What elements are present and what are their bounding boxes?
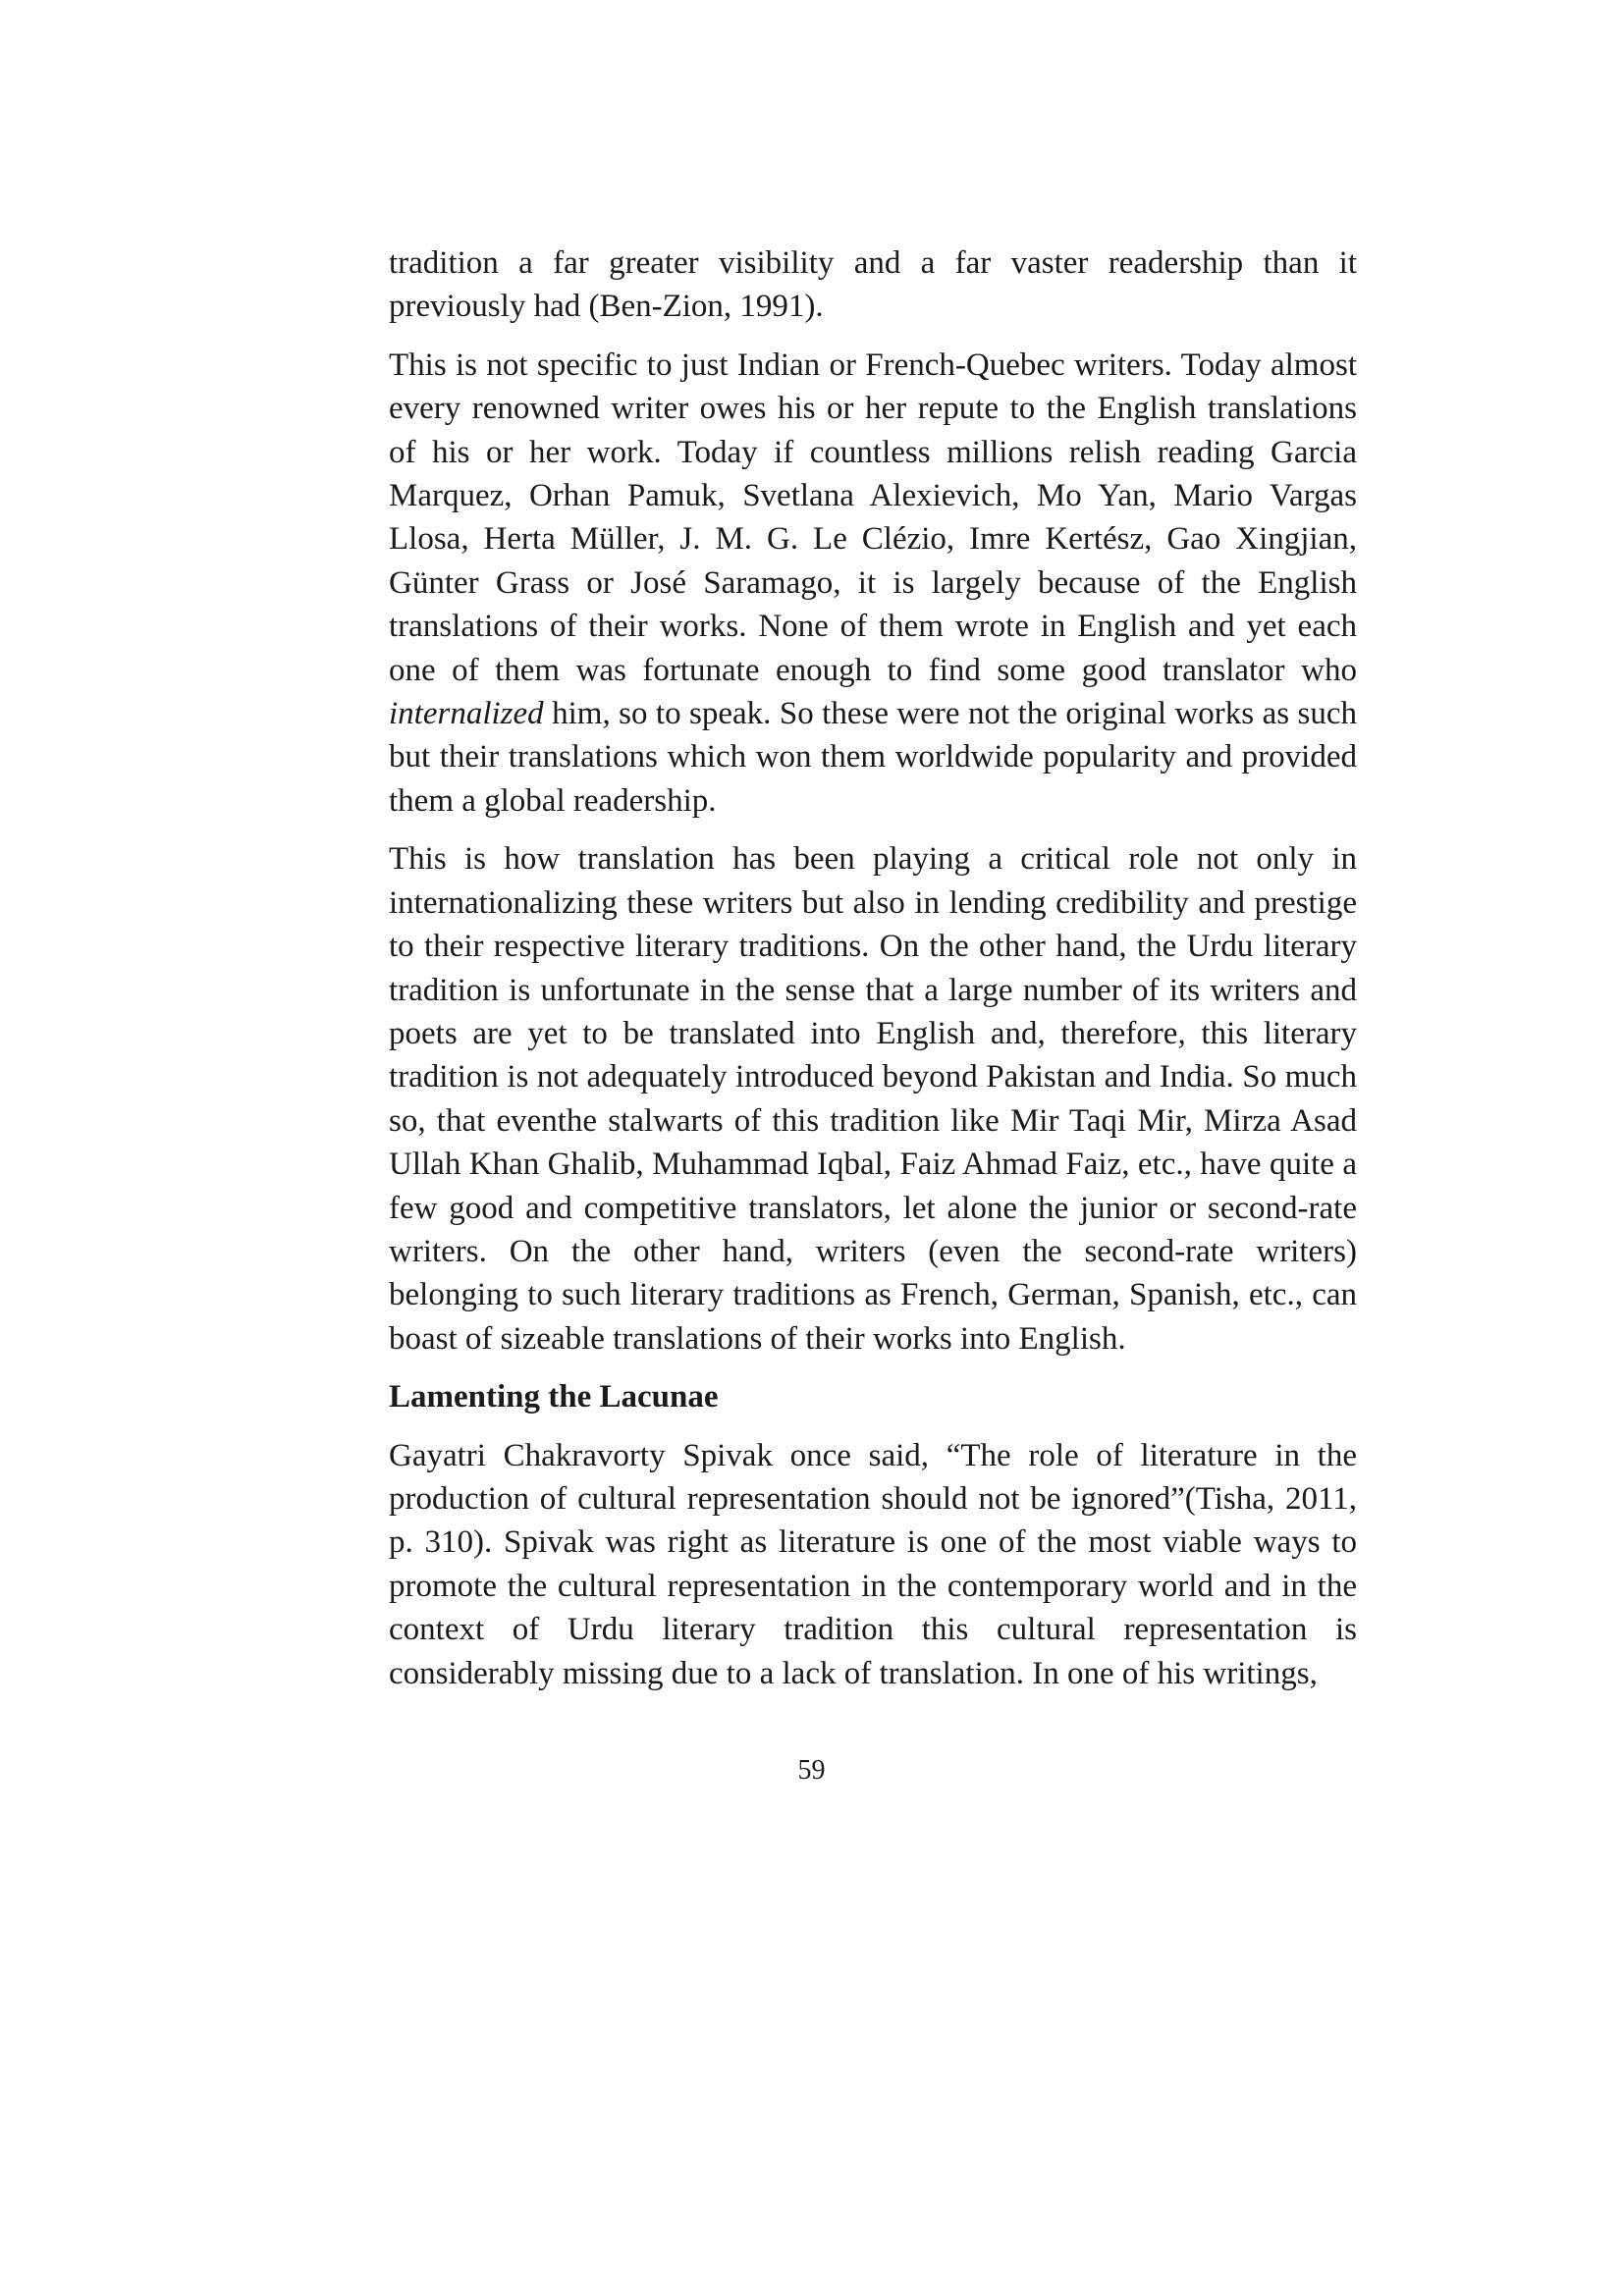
paragraph-text: him, so to speak. So these were not the original works as such but their translations which won them worldwide popularity and provided them a global readership. <box>389 696 1357 819</box>
page-number: 59 <box>797 1755 826 1786</box>
paragraph-continuation: tradition a far greater visibility and a far vaster readership than it previously had (Ben-Zion, 1991). <box>389 245 1357 325</box>
paragraph-spivak: Gayatri Chakravorty Spivak once said, “The role of literature in the production of cultural representation should not be ignored”(Tisha, 2011, p. 310). Spivak was right as literature is one of the most viable ways to promote the cultural representation in the contemporary world and in the context of Urdu literary tradition this cultural representation is considerably missing due to a lack of translation. In one of his writings, <box>389 1437 1357 1691</box>
italic-term: internalized <box>389 696 544 732</box>
body-text <box>389 241 1357 1710</box>
paragraph-text: This is not specific to just Indian or French-Quebec writers. Today almost every renowned writer owes his or her repute to the English translations of his or her work. Today if countless millions relish reading Garcia Marquez, Orhan Pamuk, Svetlana Alexievich, Mo Yan, Mario Vargas Llosa, Herta Müller, J. M. G. Le Clézio, Imre Kertész, Gao Xingjian, Günter Grass or José Saramago, it is largely because of the English translations of their works. None of them wrote in English and yet each one of them was fortunate enough to find some good translator who <box>389 347 1357 688</box>
paragraph-translation-repute <box>389 344 1357 823</box>
section-heading: Lamenting the Lacunae <box>389 1379 719 1415</box>
paragraph-urdu-tradition: This is how translation has been playing a critical role not only in internationalizing these writers but also in lending credibility and prestige to their respective literary traditions. On the other hand, the Urdu literary tradition is unfortunate in the sense that a large number of its writers and poets are yet to be translated into English and, therefore, this literary tradition is not adequately introduced beyond Pakistan and India. So much so, that eventhe stalwarts of this tradition like Mir Taqi Mir, Mirza Asad Ullah Khan Ghalib, Muhammad Iqbal, Faiz Ahmad Faiz, etc., have quite a few good and competitive translators, let alone the junior or second-rate writers. On the other hand, writers (even the second-rate writers) belonging to such literary traditions as French, German, Spanish, etc., can boast of sizeable translations of their works into English. <box>389 841 1357 1357</box>
